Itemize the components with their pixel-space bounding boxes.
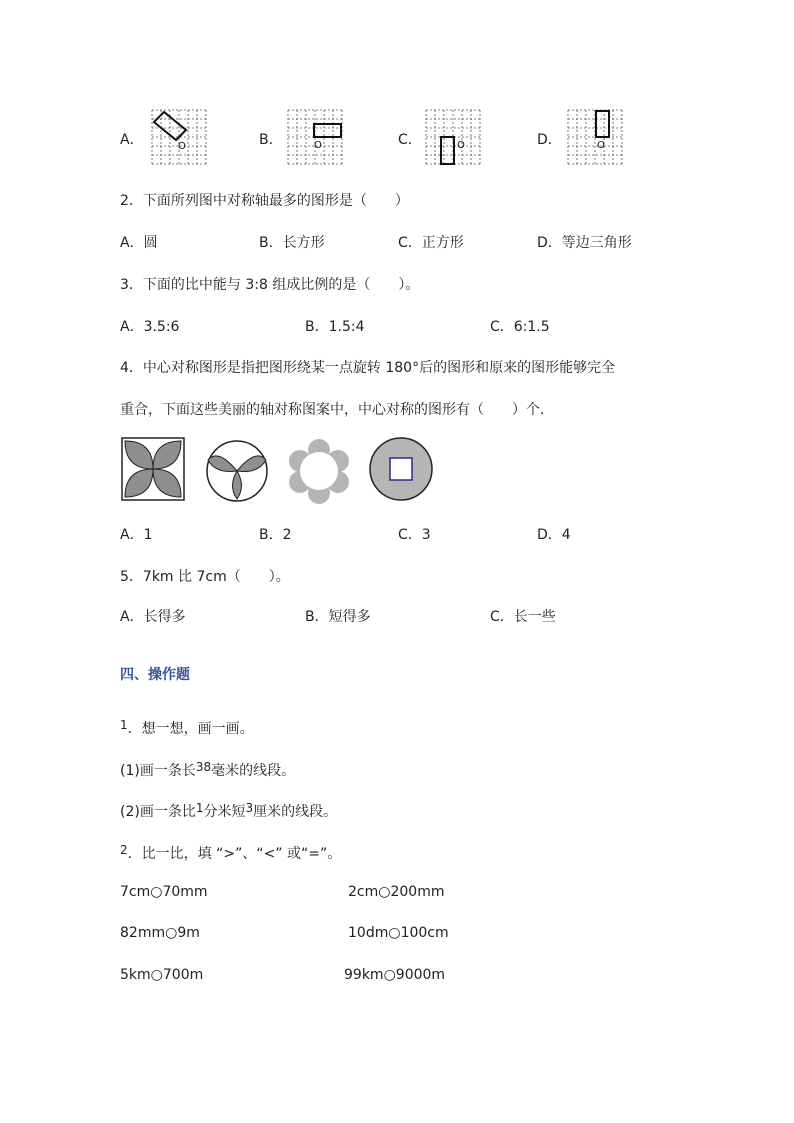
op1-sub1-prefix: (1)画一条长: [120, 763, 196, 779]
q4-option-d: D．4: [537, 527, 571, 543]
svg-text:O: O: [457, 140, 465, 151]
q3-option-b: B．1.5:4: [305, 319, 365, 335]
pattern-flower: [286, 438, 352, 504]
compare-item: 82mm○9m: [120, 925, 200, 941]
compare-item: 5km○700m: [120, 967, 204, 983]
op1-title: [120, 718, 254, 738]
op1-title-text: ．想一想，画一画。: [127, 721, 254, 737]
q4-option-a: A．1: [120, 527, 153, 543]
compare-blank[interactable]: ○: [150, 884, 163, 900]
q4-option-b: B．2: [259, 527, 292, 543]
compare-item: 2cm○200mm: [348, 884, 445, 900]
compare-blank[interactable]: ○: [165, 925, 178, 941]
op1-sub1: [120, 760, 295, 780]
op1-sub1-suffix: 毫米的线段。: [211, 763, 296, 779]
question-5: 5．7km 比 7cm（ ）。: [120, 569, 290, 585]
op1-number: 1: [120, 718, 128, 732]
svg-text:O: O: [597, 140, 605, 151]
compare-item: 7cm○70mm: [120, 884, 208, 900]
op1-sub2-number-1: 1: [195, 801, 204, 815]
q2-option-c: C．正方形: [398, 235, 464, 251]
q1-option-b-label: B．: [259, 132, 283, 148]
op1-sub1-number: 38: [195, 760, 212, 774]
question-4-line-1: 4．中心对称图形是指把图形绕某一点旋转 180°后的图形和原来的图形能够完全: [120, 360, 616, 376]
q5-option-a: A．长得多: [120, 609, 186, 625]
q1-option-c-label: C．: [398, 132, 422, 148]
compare-blank[interactable]: ○: [388, 925, 401, 941]
q1-option-b-figure: [286, 108, 344, 166]
svg-text:O: O: [314, 140, 322, 151]
compare-blank[interactable]: ○: [383, 967, 396, 983]
q1-option-d-label: D．: [537, 132, 562, 148]
pattern-square-petals: [120, 436, 186, 502]
op2-number: 2: [120, 843, 128, 857]
op2-title-text: ．比一比，填 “>”、“<” 或“=”。: [127, 846, 342, 862]
q1-option-d-figure: [566, 108, 624, 166]
section-title: 四、操作题: [120, 667, 190, 683]
compare-blank[interactable]: ○: [150, 967, 163, 983]
question-3: 3．下面的比中能与 3:8 组成比例的是（ ）。: [120, 277, 420, 293]
op1-sub2-number-2: 3: [245, 801, 254, 815]
q1-option-a-figure: [150, 108, 208, 166]
op1-sub2: [120, 801, 337, 821]
op2-title: [120, 843, 341, 863]
compare-item: 99km○9000m: [344, 967, 446, 983]
q3-option-c: C．6:1.5: [490, 319, 550, 335]
q2-option-b: B．长方形: [259, 235, 325, 251]
pattern-coin: [368, 436, 434, 502]
q3-option-a: A．3.5:6: [120, 319, 180, 335]
q2-option-d: D．等边三角形: [537, 235, 632, 251]
compare-item: 10dm○100cm: [348, 925, 449, 941]
grid-center-o: O: [178, 141, 186, 152]
compare-blank[interactable]: ○: [378, 884, 391, 900]
q5-option-b: B．短得多: [305, 609, 371, 625]
op1-sub2-mid: 分米短: [203, 804, 246, 820]
question-2: 2．下面所列图中对称轴最多的图形是（ ）: [120, 193, 409, 209]
q2-option-a: A．圆: [120, 235, 158, 251]
op1-sub2-prefix: (2)画一条比: [120, 804, 196, 820]
op1-sub2-suffix: 厘米的线段。: [253, 804, 338, 820]
q1-option-c-figure: [424, 108, 482, 166]
question-4-line-2: 重合，下面这些美丽的轴对称图案中，中心对称的图形有（ ）个．: [120, 402, 554, 418]
q1-option-a-label: A．: [120, 132, 144, 148]
q4-option-c: C．3: [398, 527, 431, 543]
pattern-circle-leaves: [204, 438, 270, 504]
q5-option-c: C．长一些: [490, 609, 556, 625]
